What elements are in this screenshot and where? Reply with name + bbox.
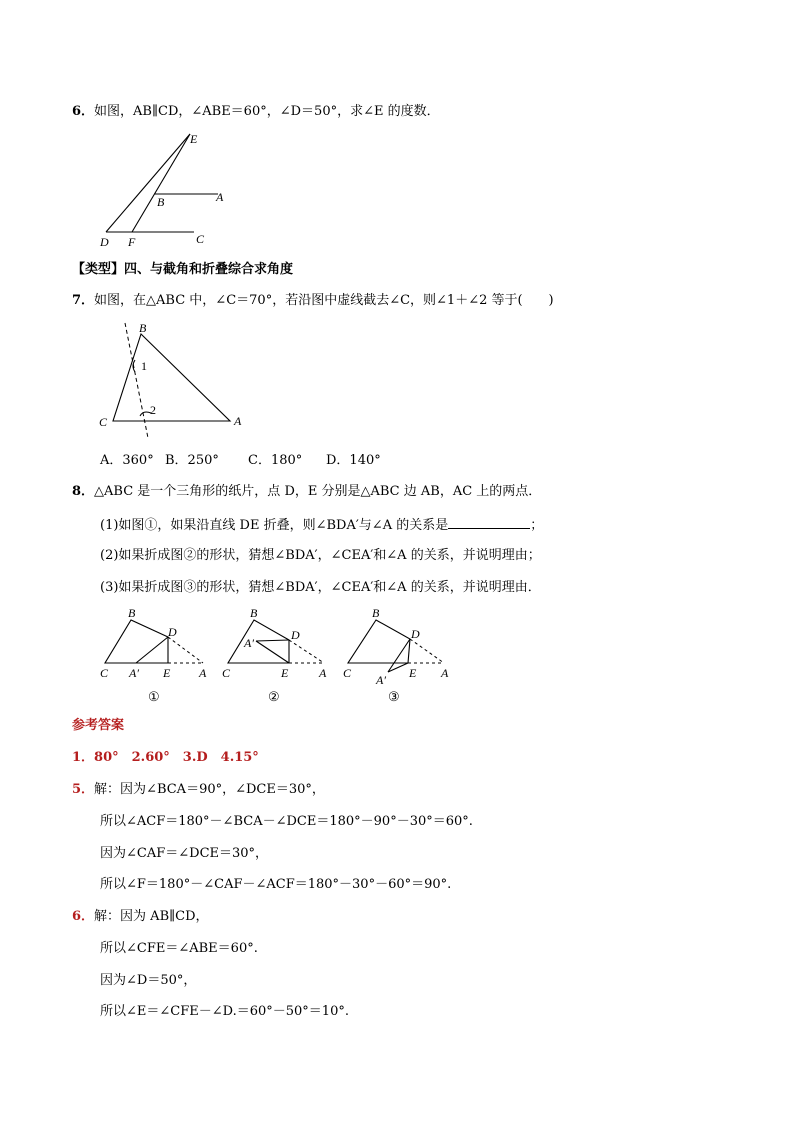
answer-6-text: 解：因为 AB∥CD， (94, 909, 209, 924)
answer-6-line-4: 所以∠E＝∠CFE－∠D.＝60°－50°＝10°. (100, 1004, 349, 1019)
figure-1-caption: ① (148, 690, 160, 705)
q8-figure-3 (340, 605, 460, 705)
label-C: C (222, 666, 231, 680)
line-FE (132, 134, 190, 232)
answer-5-line-4: 所以∠F＝180°－∠CAF－∠ACF＝180°－30°－60°＝90°. (100, 877, 452, 892)
q6-text: 如图，AB∥CD，∠ABE＝60°，∠D＝50°，求∠E 的度数． (94, 104, 440, 119)
label-C: C (99, 415, 108, 429)
label-D: D (168, 625, 177, 639)
triangle-BCE (348, 620, 410, 663)
q6-figure (90, 126, 250, 251)
q8-sub1-end: ； (530, 518, 544, 533)
answer-6-head (72, 909, 209, 925)
label-C: C (196, 232, 205, 246)
label-1: 1 (141, 359, 147, 373)
q8-sub2: (2)如果折成图②的形状，猜想∠BDA′，∠CEA′和∠A 的关系，并说明理由； (100, 548, 541, 563)
answers-line-1: 1．80° 2.60° 3.D 4.15° (72, 750, 259, 765)
q8-sub1 (100, 516, 543, 534)
q7-option-b: B．250° (165, 453, 219, 468)
label-E: E (190, 132, 198, 146)
label-A: A (319, 666, 327, 680)
label-C: C (343, 666, 352, 680)
label-A: A (216, 190, 224, 204)
label-B: B (128, 606, 136, 620)
label-E: E (409, 666, 417, 680)
q6-line (72, 104, 440, 120)
line-EA-prime (256, 641, 289, 663)
answer-5-line-2: 所以∠ACF＝180°－∠BCA－∠DCE＝180°－90°－30°＝60°. (100, 814, 473, 829)
answers-title: 参考答案 (72, 718, 125, 733)
q8-number: 8． (72, 484, 95, 499)
label-D: D (411, 627, 420, 641)
answer-6-line-3: 因为∠D＝50°， (100, 973, 197, 988)
figure-3-caption: ③ (388, 690, 400, 705)
q6-number: 6． (72, 104, 95, 119)
label-B: B (139, 321, 147, 335)
triangle-BCE (105, 620, 168, 663)
label-C: C (100, 666, 109, 680)
q8-line (72, 484, 541, 500)
label-E: E (163, 666, 171, 680)
label-D: D (100, 235, 109, 249)
label-D: D (291, 628, 300, 642)
label-A-prime: A′ (129, 666, 139, 680)
q7-number: 7． (72, 293, 95, 308)
label-B: B (372, 606, 380, 620)
line-DE (106, 134, 190, 232)
line-DA-prime (136, 637, 168, 663)
label-A: A (199, 666, 207, 680)
label-A-prime: A′ (244, 636, 254, 650)
answer-5-number: 5． (72, 782, 95, 797)
q8-text: △ABC 是一个三角形的纸片，点 D，E 分别是△ABC 边 AB，AC 上的两点． (94, 484, 542, 499)
label-B: B (157, 195, 165, 209)
answer-5-text: 解：因为∠BCA＝90°，∠DCE＝30°， (94, 782, 325, 797)
q7-option-c: C．180° (248, 453, 303, 468)
label-2: 2 (150, 403, 156, 417)
label-A: A (234, 414, 242, 428)
q7-line (72, 293, 554, 309)
answer-5-head (72, 782, 325, 798)
fold-DA (168, 637, 203, 663)
q8-sub1-text: (1)如图①，如果沿直线 DE 折叠，则∠BDA′与∠A 的关系是 (100, 518, 449, 533)
line-DA-prime (256, 640, 289, 641)
triangle-ABC (113, 334, 230, 421)
q7-text: 如图，在△ABC 中，∠C＝70°，若沿图中虚线截去∠C，则∠1＋∠2 等于( ) (94, 293, 554, 308)
answer-5-line-3: 因为∠CAF＝∠DCE＝30°， (100, 846, 269, 861)
q8-sub3: (3)如果折成图③的形状，猜想∠BDA′，∠CEA′和∠A 的关系，并说明理由． (100, 580, 541, 595)
answer-6-line-2: 所以∠CFE＝∠ABE＝60°. (100, 941, 258, 956)
fold-DA (289, 640, 324, 663)
q7-figure (95, 318, 255, 443)
answer-blank[interactable] (448, 516, 530, 529)
label-A: A (441, 666, 449, 680)
label-A-prime: A′ (376, 673, 386, 687)
answer-6-number: 6． (72, 909, 95, 924)
q7-option-d: D．140° (326, 453, 381, 468)
fold-DA (410, 639, 444, 663)
q7-option-a: A．360° (100, 453, 154, 468)
section-header: 【类型】四、与截角和折叠综合求角度 (72, 262, 294, 277)
label-F: F (128, 235, 136, 249)
label-B: B (250, 606, 258, 620)
label-E: E (281, 666, 289, 680)
figure-2-caption: ② (268, 690, 280, 705)
